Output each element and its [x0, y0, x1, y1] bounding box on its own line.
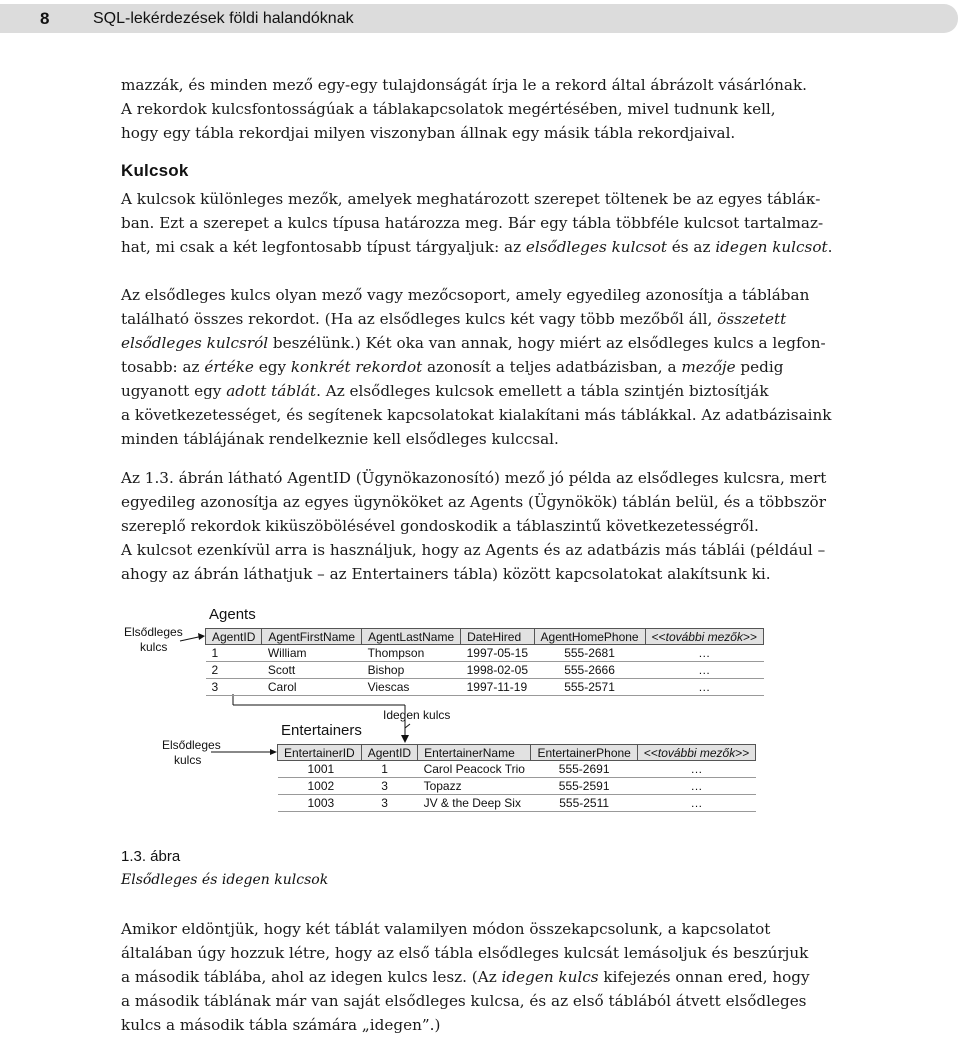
table-cell: 1998-02-05 — [461, 662, 534, 679]
fk-arrowhead — [401, 735, 409, 743]
text-line: a következetességet, és segítenek kapcsolatokat kialakítani más táblákkal. Az adatbázisaink — [121, 406, 832, 424]
emphasis: idegen kulcs — [501, 968, 599, 986]
emphasis: adott táblát — [226, 382, 317, 400]
table-cell: JV & the Deep Six — [418, 795, 531, 812]
table-cell: 555-2681 — [534, 645, 645, 662]
agents-table — [205, 628, 764, 696]
text-run: tosabb: az — [121, 358, 205, 376]
callout-line: kulcs — [174, 753, 202, 767]
running-title: SQL-lekérdezések földi halandóknak — [93, 10, 354, 27]
more-suffix: >> — [735, 745, 750, 760]
table-cell: … — [637, 761, 755, 778]
text-run: azonosít a teljes adatbázisban, a — [422, 358, 682, 376]
table-cell: 555-2511 — [531, 795, 637, 812]
column-header: AgentID — [206, 629, 262, 645]
table-row — [206, 679, 764, 696]
text-line: a második táblának már van saját elsődleges kulcsa, és az első táblából átvett elsődleges — [121, 992, 807, 1010]
text-line: A kulcsot ezenkívül arra is használjuk, hogy az Agents és az adatbázis más táblái (például – — [121, 541, 826, 559]
agents-header-row — [206, 629, 764, 645]
text-run: . — [827, 238, 833, 256]
text-line: ahogy az ábrán láthatjuk – az Entertainers tábla) között kapcsolatokat alakítsunk ki. — [121, 565, 771, 583]
fk-label: Idegen kulcs — [383, 708, 451, 722]
emphasis: összetett — [717, 310, 787, 328]
text-line: Az 1.3. ábrán látható AgentID (Ügynökazonosító) mező jó példa az elsődleges kulcsra, mert — [121, 469, 827, 487]
column-header-more — [645, 629, 763, 645]
callout-line: Elsődleges — [124, 625, 183, 639]
text-line: hogy egy tábla rekordjai milyen viszonyban állnak egy másik tábla rekordjaival. — [121, 124, 736, 142]
more-prefix: << — [651, 629, 666, 644]
column-header: EntertainerPhone — [531, 745, 637, 761]
table-cell: 555-2591 — [531, 778, 637, 795]
figure-number: 1.3. ábra — [121, 848, 181, 865]
table-cell: 1997-05-15 — [461, 645, 534, 662]
text-run: hat, mi csak a két legfontosabb típust tárgyaljuk: az — [121, 238, 526, 256]
table-row — [278, 778, 756, 795]
text-line: A rekordok kulcsfontosságúak a táblakapcsolatok megértésében, mivel tudnunk kell, — [121, 100, 776, 118]
table-cell: Scott — [262, 662, 362, 679]
pk1-arrowhead — [198, 633, 205, 640]
text-run: és az — [666, 238, 716, 256]
table-cell: William — [262, 645, 362, 662]
pk-label-agents — [124, 625, 183, 655]
table-cell: 1001 — [278, 761, 362, 778]
table-cell: 555-2666 — [534, 662, 645, 679]
table-cell: Thompson — [362, 645, 461, 662]
text-line — [121, 965, 849, 989]
table-row — [206, 662, 764, 679]
table-cell: 1997-11-19 — [461, 679, 534, 696]
table-cell: 1 — [206, 645, 262, 662]
more-suffix: >> — [742, 629, 757, 644]
text-run: egy — [253, 358, 291, 376]
table-cell: … — [645, 662, 763, 679]
emphasis: mezője — [681, 358, 736, 376]
callout-line: Elsődleges — [162, 738, 221, 752]
pk-label-entertainers — [162, 738, 221, 768]
table-row — [206, 645, 764, 662]
table-row — [278, 761, 756, 778]
emphasis: értéke — [204, 358, 254, 376]
table-cell: 555-2691 — [531, 761, 637, 778]
text-line: szereplő rekordok kiküszöbölésével gondoskodik a táblaszintű következetességről. — [121, 517, 759, 535]
entertainers-table — [277, 744, 756, 812]
column-header: EntertainerID — [278, 745, 362, 761]
text-line: egyedileg azonosítja az egyes ügynököket az Agents (Ügynökök) táblán belül, és a többször — [121, 493, 826, 511]
pk2-arrowhead — [270, 749, 277, 755]
table-cell: 1003 — [278, 795, 362, 812]
text-run: ugyanott egy — [121, 382, 227, 400]
text-line: kulcs a második tábla számára „idegen”.) — [121, 1016, 441, 1034]
text-line: mazzák, és minden mező egy-egy tulajdonságát írja le a rekord által ábrázolt vásárlónak. — [121, 76, 808, 94]
entertainers-header-row — [278, 745, 756, 761]
text-line: minden táblájának rendelkeznie kell elsődleges kulccsal. — [121, 430, 559, 448]
table-cell: Viescas — [362, 679, 461, 696]
table-cell: 1002 — [278, 778, 362, 795]
table-cell: … — [637, 778, 755, 795]
table-cell: Bishop — [362, 662, 461, 679]
table-cell: Topazz — [418, 778, 531, 795]
section-heading: Kulcsok — [121, 161, 189, 180]
table-cell: 555-2571 — [534, 679, 645, 696]
entertainers-table-title: Entertainers — [281, 722, 362, 739]
text-run: a második táblába, ahol az idegen kulcs lesz. (Az — [121, 968, 502, 986]
foreign-key-paragraph — [121, 917, 849, 1037]
emphasis: konkrét rekordot — [290, 358, 423, 376]
column-header: AgentLastName — [362, 629, 461, 645]
column-header: DateHired — [461, 629, 534, 645]
more-text: további mezők — [665, 629, 743, 644]
column-header-more — [637, 745, 755, 761]
table-cell: … — [637, 795, 755, 812]
callout-line: kulcs — [140, 640, 168, 654]
table-cell: 3 — [206, 679, 262, 696]
table-cell: … — [645, 645, 763, 662]
more-prefix: << — [643, 745, 658, 760]
emphasis: idegen kulcsot — [715, 238, 828, 256]
page-number: 8 — [40, 9, 50, 28]
table-cell: 3 — [361, 795, 417, 812]
table-cell: 3 — [361, 778, 417, 795]
text-line: ban. Ezt a szerepet a kulcs típusa határozza meg. Bár egy tábla többféle kulcsot tartalmaz- — [121, 214, 824, 232]
table-row — [278, 795, 756, 812]
text-line: általában úgy hozzuk létre, hogy az első tábla elsődleges kulcsát lemásoljuk és beszúrjuk — [121, 944, 809, 962]
text-line: Amikor eldöntjük, hogy két táblát valamilyen módon összekapcsolunk, a kapcsolatot — [121, 920, 771, 938]
text-run: kifejezés onnan ered, hogy — [598, 968, 810, 986]
text-line: A kulcsok különleges mezők, amelyek meghatározott szerepet töltenek be az egyes tábláк- — [121, 190, 821, 208]
text-run: pedig — [735, 358, 784, 376]
table-cell: Carol Peacock Trio — [418, 761, 531, 778]
emphasis: elsődleges kulcsot — [525, 238, 667, 256]
agents-table-title: Agents — [209, 606, 256, 623]
fk-label-pointer — [405, 724, 410, 728]
text-run: beszélünk.) Két oka van annak, hogy miért az elsődleges kulcs a legfon- — [268, 334, 826, 352]
text-line: Az elsődleges kulcs olyan mező vagy mezőcsoport, amely egyedileg azonosítja a táblában — [121, 286, 810, 304]
more-text: további mezők — [657, 745, 736, 760]
table-cell: 1 — [361, 761, 417, 778]
column-header: AgentID — [361, 745, 417, 761]
table-cell: 2 — [206, 662, 262, 679]
figure-caption: Elsődleges és idegen kulcsok — [121, 872, 329, 888]
emphasis: elsődleges kulcsról — [121, 334, 269, 352]
text-run: . Az elsődleges kulcsok emellett a tábla szintjén biztosítják — [316, 382, 769, 400]
table-cell: Carol — [262, 679, 362, 696]
column-header: EntertainerName — [418, 745, 531, 761]
text-run: található összes rekordot. (Ha az elsődleges kulcs két vagy több mezőből áll, — [121, 310, 718, 328]
column-header: AgentFirstName — [262, 629, 362, 645]
column-header: AgentHomePhone — [534, 629, 645, 645]
table-cell: … — [645, 679, 763, 696]
